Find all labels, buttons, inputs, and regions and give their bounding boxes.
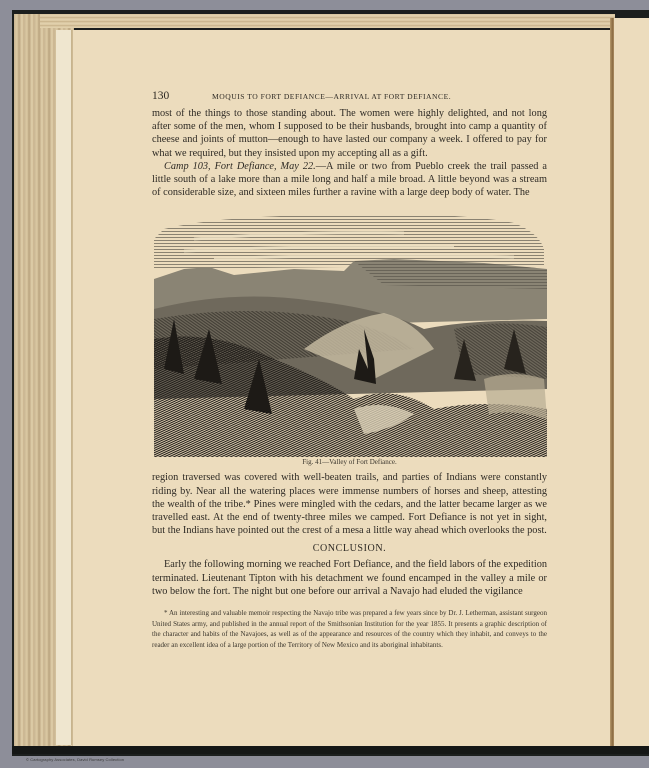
paragraph-2 <box>152 160 547 200</box>
dateline: Camp 103, Fort Defiance, May 22. <box>164 160 316 172</box>
paragraph-2-text: —A mile or two from Pueblo creek the trail passed a little south of a lake more than a mile long and half a mile broad. A little beyond was a stream of considerable size, and sixteen miles further a ravine with a large deep body of water. The <box>152 160 547 199</box>
paragraph-3: region traversed was covered with well-beaten trails, and parties of Indians were constantly riding by. Near all the watering places were immense numbers of horses and sheep, attesting the wealth of the tribe.* Pines were mingled with the cedars, and the latter became larger as we travelled east. At the end of twenty-three miles we camped. Fort Defiance is not yet in sight, but the Indians have pointed out the crest of a mesa a little way ahead which overlooks the post. <box>152 472 547 537</box>
facing-page <box>614 18 649 748</box>
page-number: 130 <box>152 90 170 102</box>
running-head-title: MOQUIS TO FORT DEFIANCE—ARRIVAL AT FORT DEFIANCE. <box>212 92 452 101</box>
figure-41 <box>152 209 547 471</box>
figure-caption: Fig. 41—Valley of Fort Defiance. <box>302 458 397 467</box>
paragraph-1: most of the things to those standing about. The women were highly delighted, and not long after some of the men, whom I supposed to be their husbands, brought into camp a quantity of cheese and joints of mutton—enough to have lasted our company a week. I offered to pay for what we required, but they insisted upon my accepting all as a gift. <box>152 108 547 159</box>
section-heading: CONCLUSION. <box>312 543 387 555</box>
valley-engraving-image <box>154 209 547 457</box>
paragraph-4: Early the following morning we reached Fort Defiance, and the field labors of the expedition terminated. Lieutenant Tipton with his detachment we found encamped in the valley a mile or two below the fort. The night but one before our arrival a Navajo had eluded the vigilance <box>152 559 547 597</box>
copyright-notice: © Cartography Associates, David Rumsey Collection <box>26 757 125 762</box>
footnote: * An interesting and valuable memoir respecting the Navajo tribe was prepared a few years since by Dr. J. Letherman, assistant surgeon United States army, and published in the annual report of the Smithsonian Institution for the year 1855. It presents a graphic description of the character and habits of the Navajoes, as well as of the appearance and resources of the country which they inhabit, and conveys to the reader an excellent idea of a large portion of the Territory of New Mexico and its aboriginal inhabitants. <box>152 609 547 649</box>
page-content <box>152 90 547 650</box>
flyleaf <box>56 30 72 745</box>
bottom-binding <box>12 746 649 754</box>
page-stack-top-edge <box>40 14 615 28</box>
running-head <box>152 90 547 106</box>
